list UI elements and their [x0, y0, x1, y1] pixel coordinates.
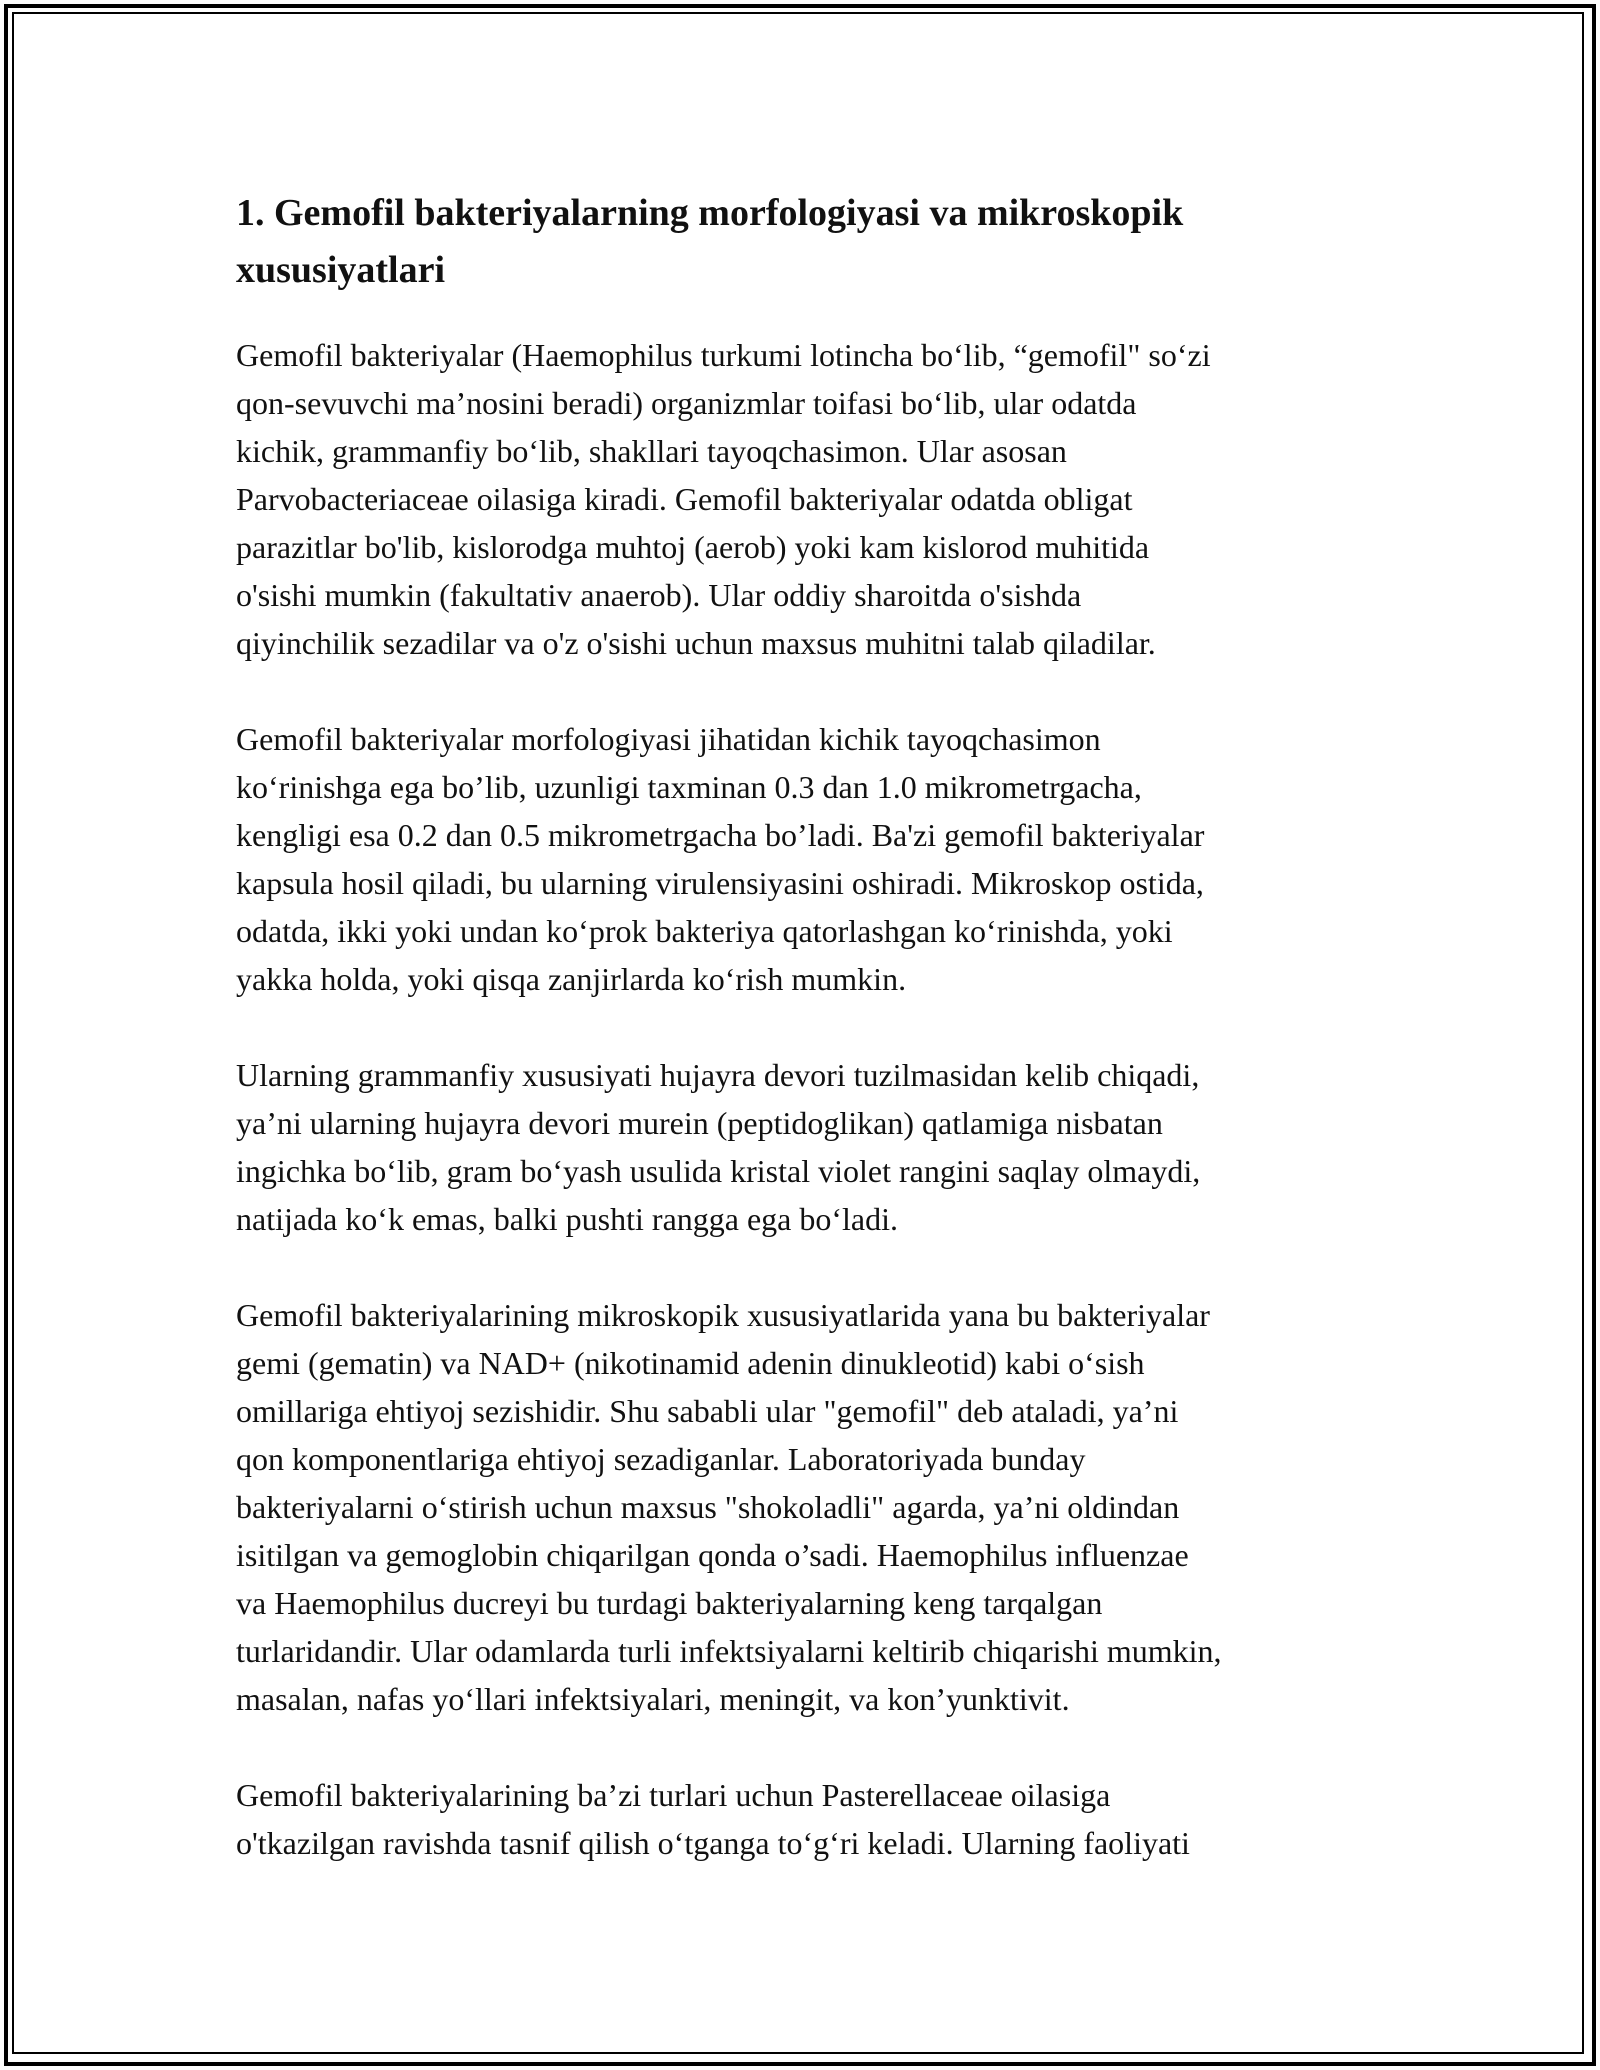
text-line: Gemofil bakteriyalar (Haemophilus turkumi lotincha bo‘lib, “gemofil" so‘zi — [236, 337, 1211, 373]
text-line: ya’ni ularning hujayra devori murein (peptidoglikan) qatlamiga nisbatan — [236, 1105, 1163, 1141]
text-line: Gemofil bakteriyalarining ba’zi turlari uchun Pasterellaceae oilasiga — [236, 1777, 1111, 1813]
text-line: natijada ko‘k emas, balki pushti rangga ega bo‘ladi. — [236, 1201, 899, 1237]
text-line: odatda, ikki yoki undan ko‘prok bakteriya qatorlashgan ko‘rinishda, yoki — [236, 913, 1173, 949]
text-line: kichik, grammanfiy bo‘lib, shakllari tayoqchasimon. Ular asosan — [236, 433, 1067, 469]
text-line: parazitlar bo'lib, kislorodga muhtoj (aerob) yoki kam kislorod muhitida — [236, 529, 1150, 565]
heading-line: 1. Gemofil bakteriyalarning morfologiyasi va mikroskopik — [236, 192, 1184, 234]
paragraph — [236, 331, 1366, 667]
text-line: qiyinchilik sezadilar va o'z o'sishi uchun maxsus muhitni talab qiladilar. — [236, 625, 1156, 661]
text-line: o'sishi mumkin (fakultativ anaerob). Ular oddiy sharoitda o'sishda — [236, 577, 1082, 613]
text-line: kengligi esa 0.2 dan 0.5 mikrometrgacha bo’ladi. Ba'zi gemofil bakteriyalar — [236, 817, 1205, 853]
text-line: omillariga ehtiyoj sezishidir. Shu sababli ular "gemofil" deb ataladi, ya’ni — [236, 1393, 1179, 1429]
paragraph — [236, 1051, 1366, 1243]
text-line: kapsula hosil qiladi, bu ularning virulensiyasini oshiradi. Mikroskop ostida, — [236, 865, 1204, 901]
text-line: qon komponentlariga ehtiyoj sezadiganlar. Laboratoriyada bunday — [236, 1441, 1086, 1477]
text-line: ingichka bo‘lib, gram bo‘yash usulida kristal violet rangini saqlay olmaydi, — [236, 1153, 1201, 1189]
text-line: Gemofil bakteriyalar morfologiyasi jihatidan kichik tayoqchasimon — [236, 721, 1101, 757]
paragraph — [236, 715, 1366, 1003]
heading-line: xususiyatlari — [236, 249, 446, 291]
text-line: ko‘rinishga ega bo’lib, uzunligi taxminan 0.3 dan 1.0 mikrometrgacha, — [236, 769, 1142, 805]
text-line: bakteriyalarni o‘stirish uchun maxsus "shokoladli" agarda, ya’ni oldindan — [236, 1489, 1180, 1525]
paragraph — [236, 1771, 1366, 1867]
section-heading — [236, 185, 1366, 299]
text-line: Gemofil bakteriyalarining mikroskopik xususiyatlarida yana bu bakteriyalar — [236, 1297, 1210, 1333]
text-line: va Haemophilus ducreyi bu turdagi bakteriyalarning keng tarqalgan — [236, 1585, 1103, 1621]
document-body — [236, 185, 1366, 1867]
text-line: Parvobacteriaceae oilasiga kiradi. Gemofil bakteriyalar odatda obligat — [236, 481, 1133, 517]
text-line: isitilgan va gemoglobin chiqarilgan qonda o’sadi. Haemophilus influenzae — [236, 1537, 1189, 1573]
text-line: yakka holda, yoki qisqa zanjirlarda ko‘rish mumkin. — [236, 961, 907, 997]
text-line: qon-sevuvchi ma’nosini beradi) organizmlar toifasi bo‘lib, ular odatda — [236, 385, 1137, 421]
text-line: masalan, nafas yo‘llari infektsiyalari, meningit, va kon’yunktivit. — [236, 1681, 1070, 1717]
paragraph — [236, 1291, 1366, 1723]
text-line: o'tkazilgan ravishda tasnif qilish o‘tganga to‘g‘ri keladi. Ularning faoliyati — [236, 1825, 1190, 1861]
text-line: gemi (gematin) va NAD+ (nikotinamid adenin dinukleotid) kabi o‘sish — [236, 1345, 1145, 1381]
text-line: turlaridandir. Ular odamlarda turli infektsiyalarni keltirib chiqarishi mumkin, — [236, 1633, 1222, 1669]
text-line: Ularning grammanfiy xususiyati hujayra devori tuzilmasidan kelib chiqadi, — [236, 1057, 1200, 1093]
